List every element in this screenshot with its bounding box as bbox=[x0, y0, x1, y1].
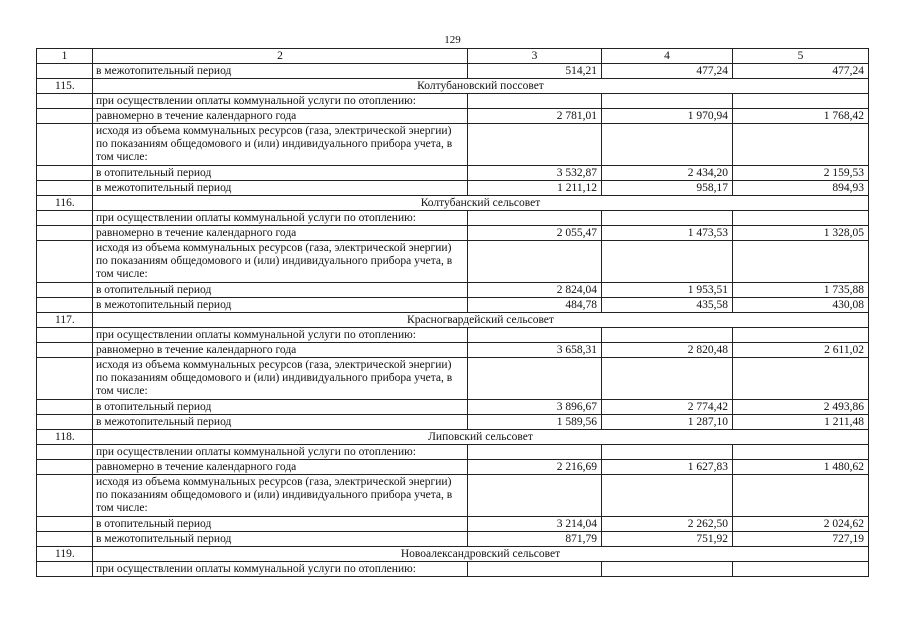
value-cell-3: 1 589,56 bbox=[468, 415, 602, 430]
value-cell-5 bbox=[733, 94, 869, 109]
row-label: в межотопительный период bbox=[93, 298, 468, 313]
value-cell-4: 751,92 bbox=[602, 532, 733, 547]
header-row bbox=[37, 49, 869, 64]
table-row bbox=[37, 445, 869, 460]
value-cell-3 bbox=[468, 94, 602, 109]
table-row bbox=[37, 94, 869, 109]
value-cell-3: 484,78 bbox=[468, 298, 602, 313]
row-label: при осуществлении оплаты коммунальной услуги по отоплению: bbox=[93, 562, 468, 577]
value-cell-5: 1 735,88 bbox=[733, 283, 869, 298]
row-label: при осуществлении оплаты коммунальной услуги по отоплению: bbox=[93, 94, 468, 109]
value-cell-5: 477,24 bbox=[733, 64, 869, 79]
table-row bbox=[37, 415, 869, 430]
value-cell-4: 2 820,48 bbox=[602, 343, 733, 358]
section-row bbox=[37, 196, 869, 211]
value-cell-5 bbox=[733, 445, 869, 460]
value-cell-3: 3 896,67 bbox=[468, 400, 602, 415]
index-cell bbox=[37, 358, 93, 400]
section-index: 117. bbox=[37, 313, 93, 328]
index-cell bbox=[37, 445, 93, 460]
section-row bbox=[37, 430, 869, 445]
value-cell-4: 477,24 bbox=[602, 64, 733, 79]
table-row bbox=[37, 64, 869, 79]
table-row bbox=[37, 460, 869, 475]
value-cell-5: 1 328,05 bbox=[733, 226, 869, 241]
value-cell-5: 1 211,48 bbox=[733, 415, 869, 430]
table-body bbox=[37, 49, 869, 577]
header-cell: 1 bbox=[37, 49, 93, 64]
table-row bbox=[37, 124, 869, 166]
header-cell: 2 bbox=[93, 49, 468, 64]
section-name: Новоалександровский сельсовет bbox=[93, 547, 869, 562]
value-cell-3: 2 781,01 bbox=[468, 109, 602, 124]
table-row bbox=[37, 517, 869, 532]
value-cell-3: 871,79 bbox=[468, 532, 602, 547]
index-cell bbox=[37, 181, 93, 196]
section-row bbox=[37, 547, 869, 562]
table-row bbox=[37, 358, 869, 400]
value-cell-4 bbox=[602, 211, 733, 226]
value-cell-4 bbox=[602, 328, 733, 343]
table-row bbox=[37, 328, 869, 343]
row-label: равномерно в течение календарного года bbox=[93, 343, 468, 358]
row-label: исходя из объема коммунальных ресурсов (газа, электрической энергии) по показаниям общедомового и (или) индивидуального прибора учета, в том числе: bbox=[93, 124, 468, 166]
table-row bbox=[37, 241, 869, 283]
index-cell bbox=[37, 241, 93, 283]
value-cell-4: 1 627,83 bbox=[602, 460, 733, 475]
section-name: Колтубанский сельсовет bbox=[93, 196, 869, 211]
index-cell bbox=[37, 298, 93, 313]
table-row bbox=[37, 166, 869, 181]
value-cell-3 bbox=[468, 562, 602, 577]
header-cell: 3 bbox=[468, 49, 602, 64]
value-cell-5 bbox=[733, 475, 869, 517]
value-cell-5: 430,08 bbox=[733, 298, 869, 313]
value-cell-4: 1 473,53 bbox=[602, 226, 733, 241]
index-cell bbox=[37, 532, 93, 547]
header-cell: 4 bbox=[602, 49, 733, 64]
header-cell: 5 bbox=[733, 49, 869, 64]
value-cell-4 bbox=[602, 358, 733, 400]
table-row bbox=[37, 532, 869, 547]
value-cell-5: 2 024,62 bbox=[733, 517, 869, 532]
table-row bbox=[37, 400, 869, 415]
value-cell-5: 2 159,53 bbox=[733, 166, 869, 181]
value-cell-5 bbox=[733, 562, 869, 577]
value-cell-4 bbox=[602, 445, 733, 460]
index-cell bbox=[37, 109, 93, 124]
value-cell-4: 1 953,51 bbox=[602, 283, 733, 298]
row-label: в межотопительный период bbox=[93, 415, 468, 430]
row-label: в межотопительный период bbox=[93, 64, 468, 79]
value-cell-3: 2 824,04 bbox=[468, 283, 602, 298]
row-label: в отопительный период bbox=[93, 400, 468, 415]
row-label: в отопительный период bbox=[93, 517, 468, 532]
table-row bbox=[37, 283, 869, 298]
value-cell-4: 435,58 bbox=[602, 298, 733, 313]
value-cell-5 bbox=[733, 211, 869, 226]
value-cell-3 bbox=[468, 211, 602, 226]
value-cell-3 bbox=[468, 445, 602, 460]
value-cell-4 bbox=[602, 241, 733, 283]
value-cell-4: 1 970,94 bbox=[602, 109, 733, 124]
section-index: 115. bbox=[37, 79, 93, 94]
table-row bbox=[37, 475, 869, 517]
value-cell-3: 1 211,12 bbox=[468, 181, 602, 196]
value-cell-4 bbox=[602, 562, 733, 577]
row-label: в отопительный период bbox=[93, 166, 468, 181]
value-cell-5: 2 611,02 bbox=[733, 343, 869, 358]
row-label: в межотопительный период bbox=[93, 532, 468, 547]
value-cell-5 bbox=[733, 241, 869, 283]
row-label: при осуществлении оплаты коммунальной услуги по отоплению: bbox=[93, 328, 468, 343]
index-cell bbox=[37, 400, 93, 415]
section-name: Липовский сельсовет bbox=[93, 430, 869, 445]
index-cell bbox=[37, 475, 93, 517]
value-cell-3: 2 216,69 bbox=[468, 460, 602, 475]
index-cell bbox=[37, 283, 93, 298]
table-row bbox=[37, 211, 869, 226]
value-cell-3 bbox=[468, 475, 602, 517]
value-cell-5 bbox=[733, 124, 869, 166]
index-cell bbox=[37, 343, 93, 358]
row-label: равномерно в течение календарного года bbox=[93, 460, 468, 475]
table-row bbox=[37, 109, 869, 124]
row-label: в межотопительный период bbox=[93, 181, 468, 196]
section-name: Красногвардейский сельсовет bbox=[93, 313, 869, 328]
row-label: исходя из объема коммунальных ресурсов (газа, электрической энергии) по показаниям общедомового и (или) индивидуального прибора учета, в том числе: bbox=[93, 358, 468, 400]
value-cell-5: 2 493,86 bbox=[733, 400, 869, 415]
value-cell-3: 3 532,87 bbox=[468, 166, 602, 181]
value-cell-5 bbox=[733, 358, 869, 400]
row-label: равномерно в течение календарного года bbox=[93, 109, 468, 124]
value-cell-5: 727,19 bbox=[733, 532, 869, 547]
section-row bbox=[37, 313, 869, 328]
value-cell-3: 3 658,31 bbox=[468, 343, 602, 358]
index-cell bbox=[37, 64, 93, 79]
index-cell bbox=[37, 124, 93, 166]
index-cell bbox=[37, 415, 93, 430]
index-cell bbox=[37, 226, 93, 241]
value-cell-4 bbox=[602, 124, 733, 166]
index-cell bbox=[37, 94, 93, 109]
value-cell-3 bbox=[468, 358, 602, 400]
index-cell bbox=[37, 517, 93, 532]
value-cell-4: 2 434,20 bbox=[602, 166, 733, 181]
row-label: при осуществлении оплаты коммунальной услуги по отоплению: bbox=[93, 211, 468, 226]
value-cell-3: 2 055,47 bbox=[468, 226, 602, 241]
index-cell bbox=[37, 166, 93, 181]
index-cell bbox=[37, 328, 93, 343]
section-index: 118. bbox=[37, 430, 93, 445]
value-cell-5 bbox=[733, 328, 869, 343]
table-row bbox=[37, 226, 869, 241]
value-cell-3 bbox=[468, 328, 602, 343]
value-cell-4 bbox=[602, 94, 733, 109]
row-label: равномерно в течение календарного года bbox=[93, 226, 468, 241]
row-label: в отопительный период bbox=[93, 283, 468, 298]
value-cell-4 bbox=[602, 475, 733, 517]
value-cell-3 bbox=[468, 241, 602, 283]
page-number: 129 bbox=[444, 34, 461, 46]
value-cell-3 bbox=[468, 124, 602, 166]
value-cell-4: 958,17 bbox=[602, 181, 733, 196]
index-cell bbox=[37, 211, 93, 226]
value-cell-4: 2 262,50 bbox=[602, 517, 733, 532]
section-name: Колтубановский поссовет bbox=[93, 79, 869, 94]
table-row bbox=[37, 181, 869, 196]
value-cell-5: 894,93 bbox=[733, 181, 869, 196]
index-cell bbox=[37, 460, 93, 475]
table-row bbox=[37, 298, 869, 313]
tariff-table bbox=[36, 48, 869, 577]
section-index: 119. bbox=[37, 547, 93, 562]
value-cell-4: 1 287,10 bbox=[602, 415, 733, 430]
value-cell-3: 3 214,04 bbox=[468, 517, 602, 532]
value-cell-3: 514,21 bbox=[468, 64, 602, 79]
section-index: 116. bbox=[37, 196, 93, 211]
row-label: исходя из объема коммунальных ресурсов (газа, электрической энергии) по показаниям общедомового и (или) индивидуального прибора учета, в том числе: bbox=[93, 241, 468, 283]
row-label: при осуществлении оплаты коммунальной услуги по отоплению: bbox=[93, 445, 468, 460]
value-cell-4: 2 774,42 bbox=[602, 400, 733, 415]
section-row bbox=[37, 79, 869, 94]
table-row bbox=[37, 343, 869, 358]
index-cell bbox=[37, 562, 93, 577]
row-label: исходя из объема коммунальных ресурсов (газа, электрической энергии) по показаниям общедомового и (или) индивидуального прибора учета, в том числе: bbox=[93, 475, 468, 517]
value-cell-5: 1 480,62 bbox=[733, 460, 869, 475]
table-row bbox=[37, 562, 869, 577]
value-cell-5: 1 768,42 bbox=[733, 109, 869, 124]
